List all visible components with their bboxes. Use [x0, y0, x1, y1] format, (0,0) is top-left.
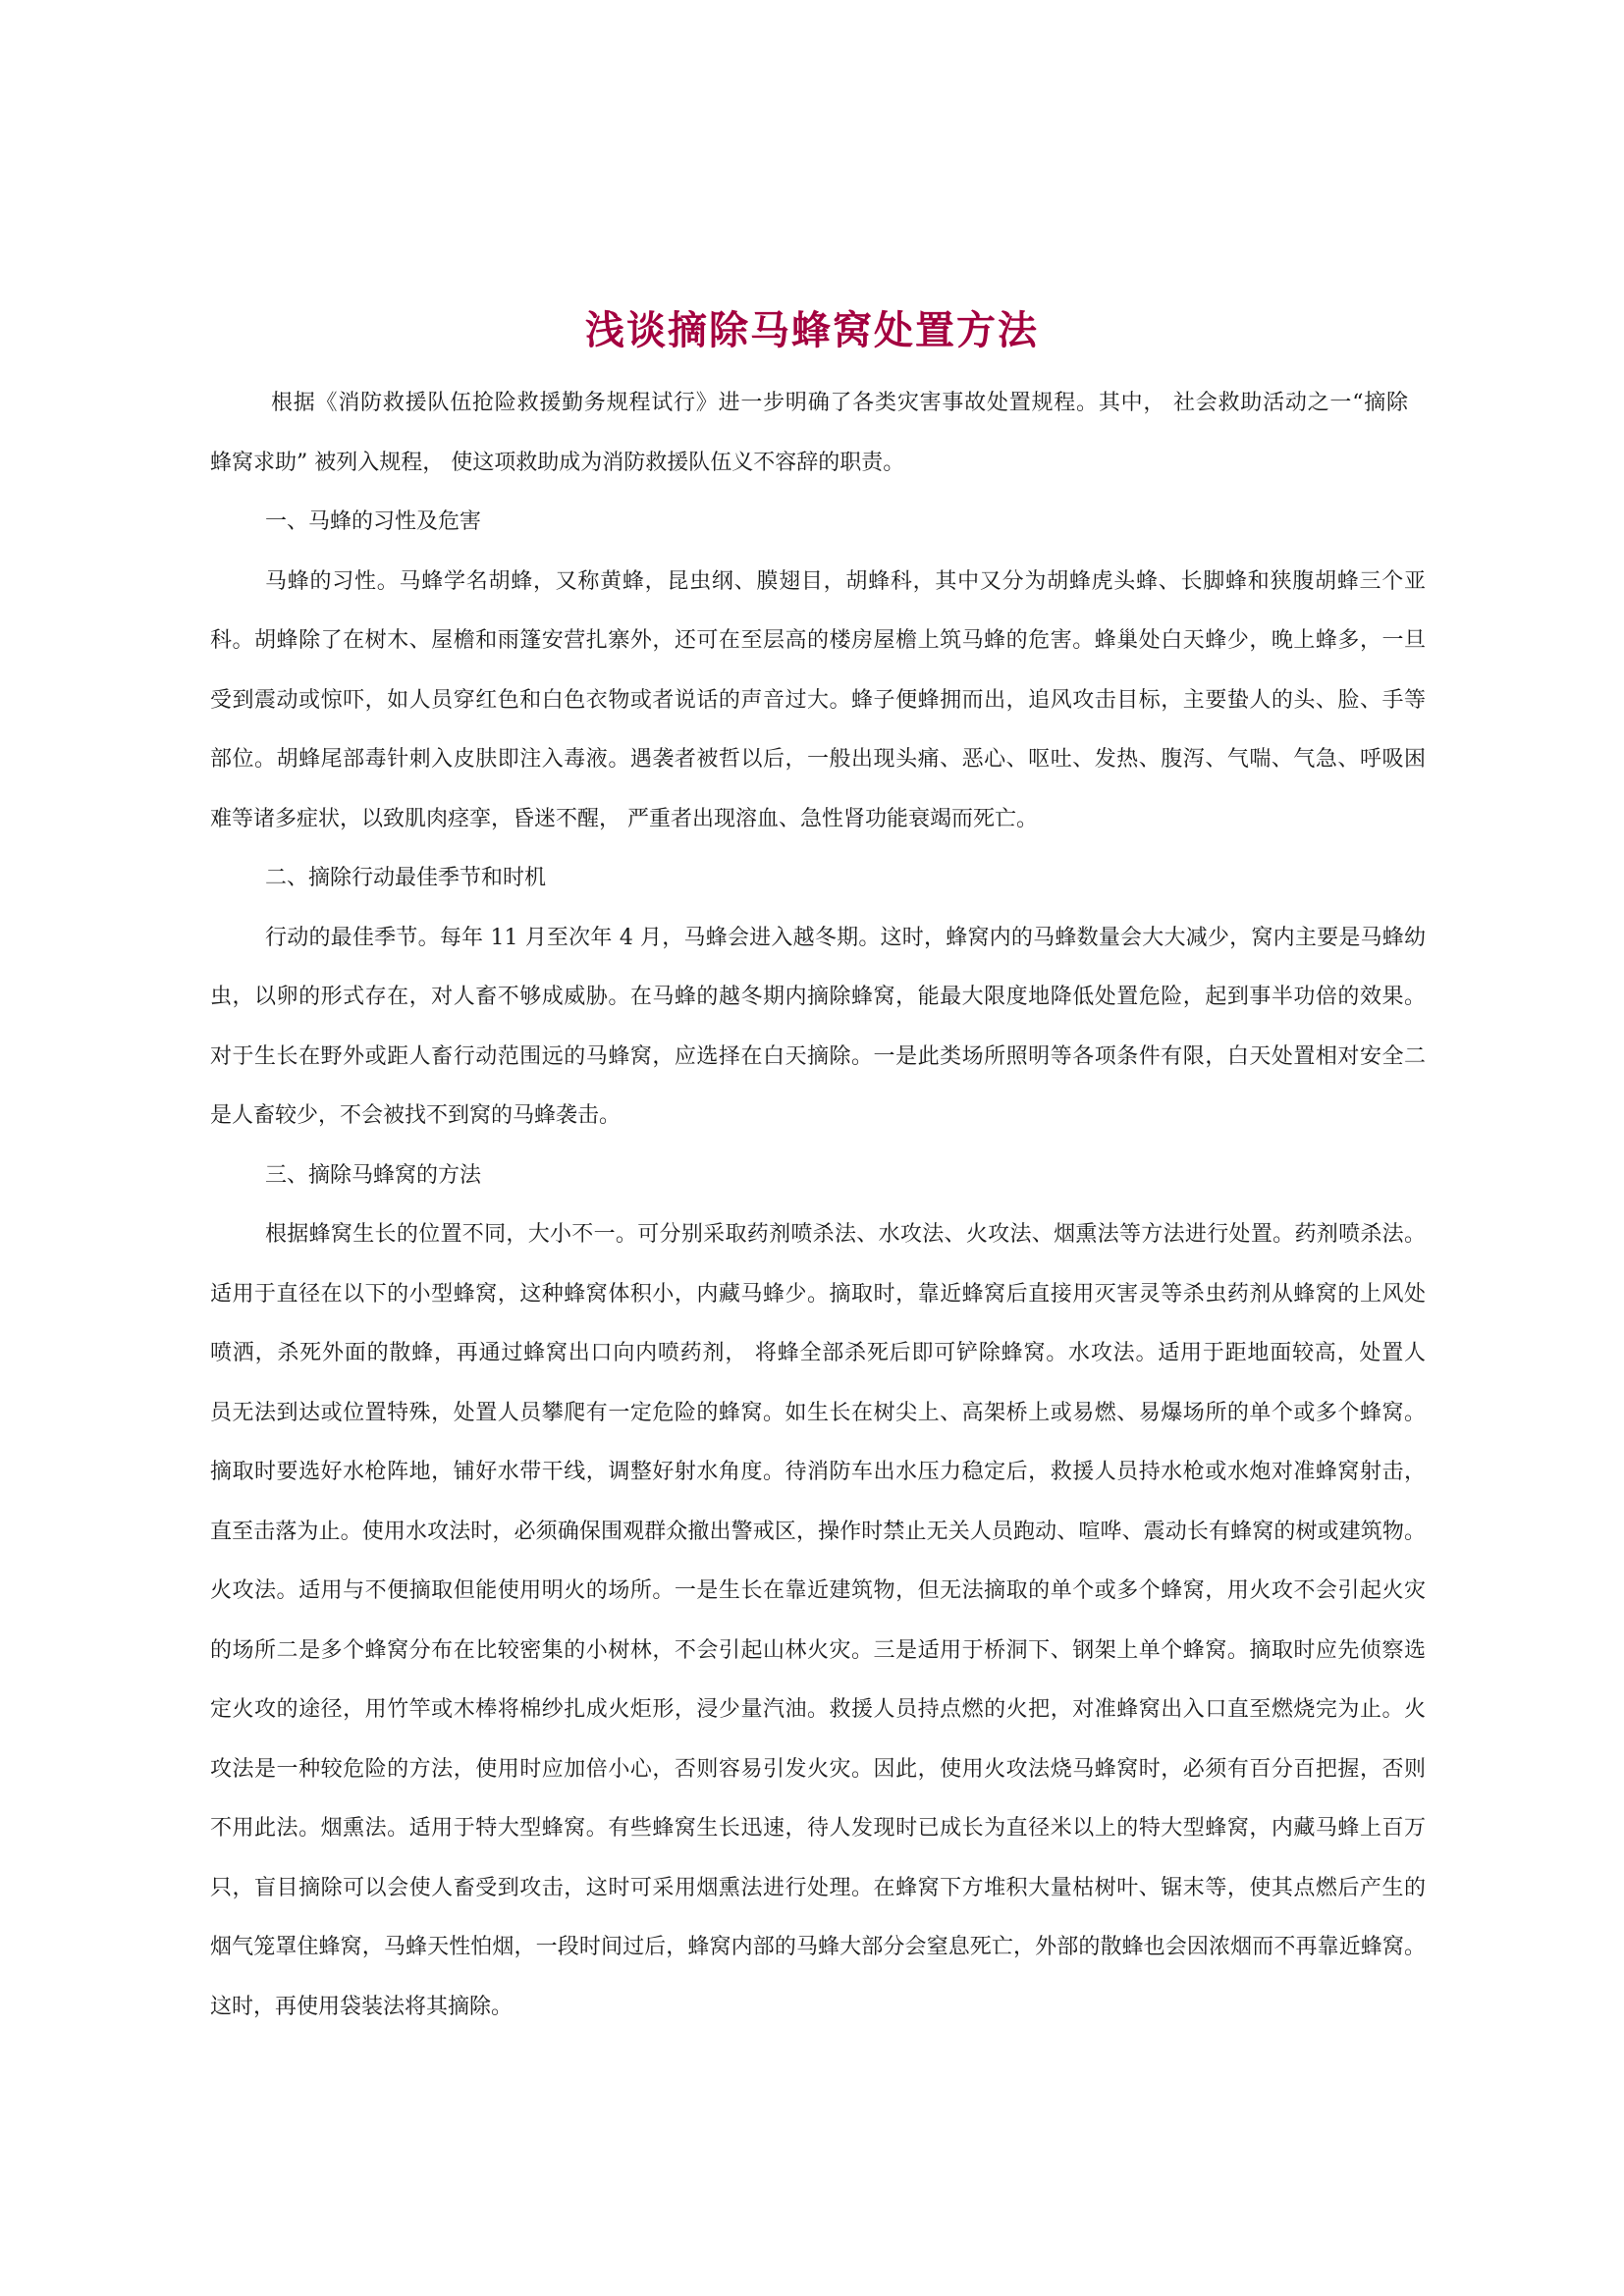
- section-paragraph-line: 攻法是一种较危险的方法，使用时应加倍小心，否则容易引发火灾。因此，使用火攻法烧马蜂窝时，必须有百分百把握，否则: [210, 1756, 1426, 1782]
- section-paragraph-line: 难等诸多症状，以致肌肉痉挛，昏迷不醒， 严重者出现溶血、急性肾功能衰竭而死亡。: [210, 806, 1038, 831]
- section-paragraph-line: 适用于直径在以下的小型蜂窝，这种蜂窝体积小，内藏马蜂少。摘取时，靠近蜂窝后直接用灭害灵等杀虫药剂从蜂窝的上风处: [210, 1281, 1426, 1307]
- intro-paragraph-line: 蜂窝求助” 被列入规程， 使这项救助成为消防救援队伍义不容辞的职责。: [210, 450, 905, 475]
- section-paragraph-line: 的场所二是多个蜂窝分布在比较密集的小树林，不会引起山林火灾。三是适用于桥洞下、钢架上单个蜂窝。摘取时应先侦察选: [210, 1637, 1426, 1663]
- section-paragraph-line: 受到震动或惊吓，如人员穿红色和白色衣物或者说话的声音过大。蜂子便蜂拥而出，追风攻击目标，主要蛰人的头、脸、手等: [210, 687, 1426, 713]
- section-heading: 三、摘除马蜂窝的方法: [265, 1162, 482, 1188]
- section-paragraph-line: 对于生长在野外或距人畜行动范围远的马蜂窝，应选择在白天摘除。一是此类场所照明等各项条件有限，白天处置相对安全二: [210, 1043, 1426, 1069]
- document-body: [210, 374, 1426, 2037]
- section-paragraph-line: 这时，再使用袋装法将其摘除。: [210, 1994, 514, 2019]
- intro-paragraph-line: 根据《消防救援队伍抢险救援勤务规程试行》进一步明确了各类灾害事故处置规程。其中， 社会救助活动之一“摘除: [271, 391, 1408, 415]
- section-paragraph-line: 烟气笼罩住蜂窝，马蜂天性怕烟，一段时间过后，蜂窝内部的马蜂大部分会窒息死亡，外部的散蜂也会因浓烟而不再靠近蜂窝。: [210, 1935, 1426, 1959]
- section-paragraph-line: 喷洒，杀死外面的散蜂，再通过蜂窝出口向内喷药剂， 将蜂全部杀死后即可铲除蜂窝。水攻法。适用于距地面较高，处置人: [210, 1341, 1426, 1365]
- section-paragraph-line: 定火攻的途径，用竹竿或木棒将棉纱扎成火炬形，浸少量汽油。救援人员持点燃的火把，对准蜂窝出入口直至燃烧完为止。火: [210, 1697, 1426, 1722]
- section-paragraph-line: 虫，以卵的形式存在，对人畜不够成威胁。在马蜂的越冬期内摘除蜂窝，能最大限度地降低处置危险，起到事半功倍的效果。: [210, 985, 1426, 1009]
- section-paragraph-line: 是人畜较少，不会被找不到窝的马蜂袭击。: [210, 1103, 622, 1128]
- section-paragraph-line: 根据蜂窝生长的位置不同，大小不一。可分别采取药剂喷杀法、水攻法、火攻法、烟熏法等方法进行处置。药剂喷杀法。: [265, 1222, 1426, 1247]
- section-heading: 二、摘除行动最佳季节和时机: [265, 866, 547, 890]
- section-heading: 一、马蜂的习性及危害: [265, 509, 482, 534]
- section-paragraph-line: 不用此法。烟熏法。适用于特大型蜂窝。有些蜂窝生长迅速，待人发现时已成长为直径米以上的特大型蜂窝，内藏马蜂上百万: [210, 1816, 1426, 1841]
- section-paragraph-line: 员无法到达或位置特殊，处置人员攀爬有一定危险的蜂窝。如生长在树尖上、高架桥上或易燃、易爆场所的单个或多个蜂窝。: [210, 1400, 1426, 1425]
- section-paragraph-line: 只，盲目摘除可以会使人畜受到攻击，这时可采用烟熏法进行处理。在蜂窝下方堆积大量枯树叶、锯末等，使其点燃后产生的: [210, 1875, 1426, 1900]
- section-paragraph-line: 火攻法。适用与不便摘取但能使用明火的场所。一是生长在靠近建筑物，但无法摘取的单个或多个蜂窝，用火攻不会引起火灾: [210, 1578, 1426, 1603]
- section-paragraph-line: 直至击落为止。使用水攻法时，必须确保围观群众撤出警戒区，操作时禁止无关人员跑动、喧哗、震动长有蜂窝的树或建筑物。: [210, 1519, 1426, 1544]
- page-title: 浅谈摘除马蜂窝处置方法: [585, 307, 1039, 353]
- section-paragraph-line: 摘取时要选好水枪阵地，铺好水带干线，调整好射水角度。待消防车出水压力稳定后，救援人员持水枪或水炮对准蜂窝射击，: [210, 1460, 1426, 1484]
- section-paragraph-line: 行动的最佳季节。每年 11 月至次年 4 月，马蜂会进入越冬期。这时，蜂窝内的马蜂数量会大大减少，窝内主要是马蜂幼: [265, 925, 1426, 950]
- section-paragraph-line: 部位。胡蜂尾部毒针刺入皮肤即注入毒液。遇袭者被哲以后，一般出现头痛、恶心、呕吐、发热、腹泻、气喘、气急、呼吸困: [210, 747, 1426, 772]
- section-paragraph-line: 科。胡蜂除了在树木、屋檐和雨篷安营扎寨外，还可在至层高的楼房屋檐上筑马蜂的危害。蜂巢处白天蜂少，晚上蜂多，一旦: [210, 628, 1426, 653]
- section-paragraph-line: 马蜂的习性。马蜂学名胡蜂，又称黄蜂，昆虫纲、膜翅目，胡蜂科，其中又分为胡蜂虎头蜂、长脚蜂和狭腹胡蜂三个亚: [265, 568, 1426, 594]
